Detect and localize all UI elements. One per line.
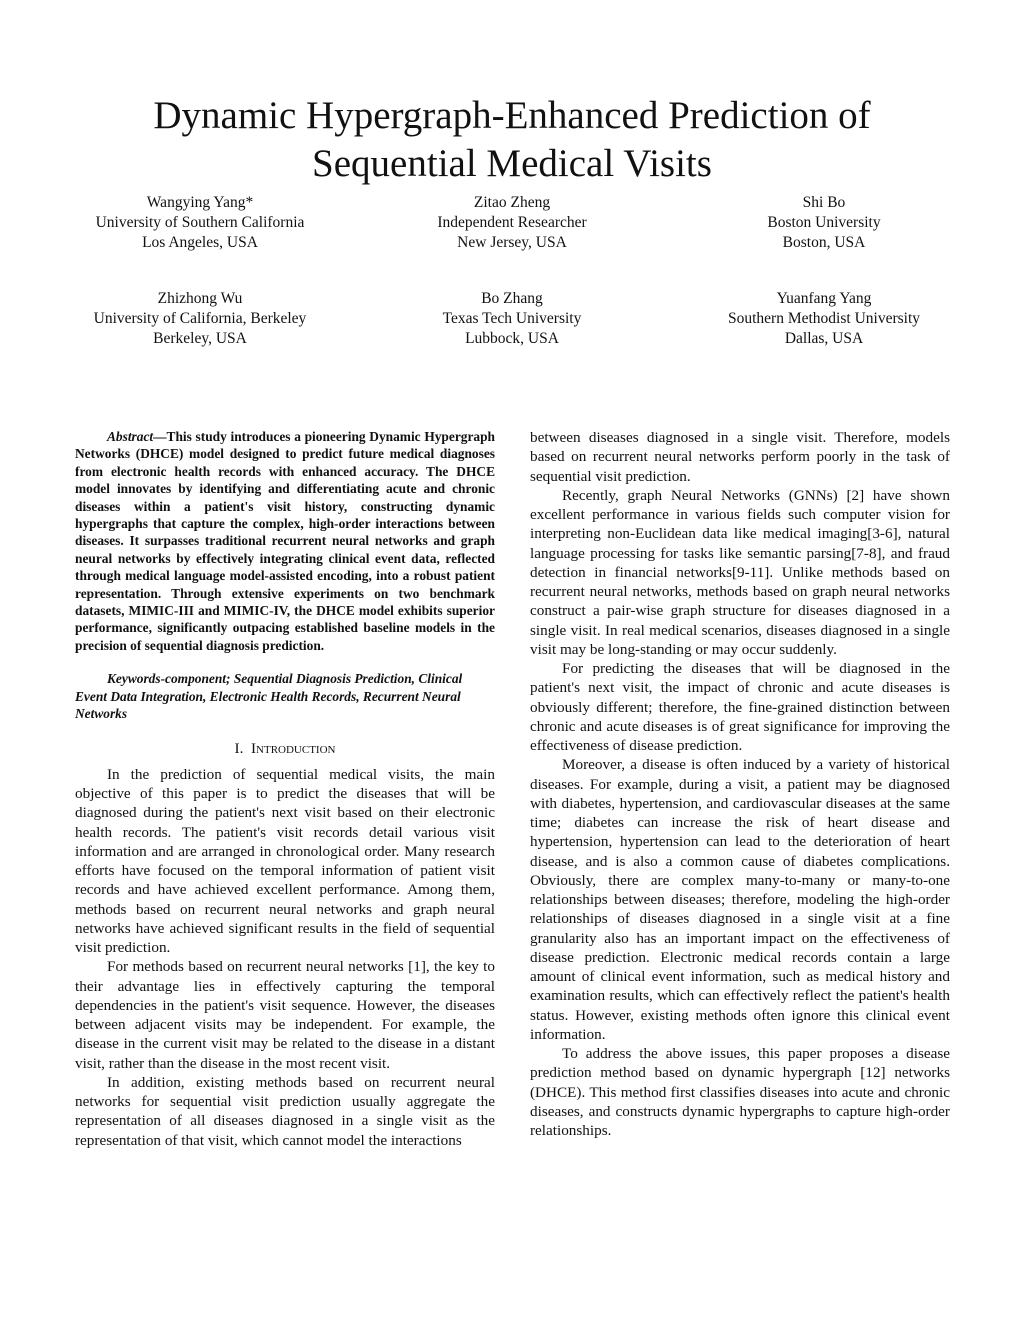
- paragraph: In the prediction of sequential medical visits, the main objective of this paper is to predict the diseases that will be diagnosed during the patient's next visit based on their electronic health records. The patient's visit records detail various visit information and are arranged in chronological order. Many research efforts have focused on the temporal information of patient visit records and have achieved excellent performance. Among them, methods based on recurrent neural networks and graph neural networks have achieved significant results in the field of sequential visit prediction.: [75, 765, 495, 956]
- abstract: [75, 428, 495, 654]
- author-name: Shi Bo: [802, 194, 846, 211]
- author-location: Lubbock, USA: [465, 330, 559, 347]
- author-affiliation: University of California, Berkeley: [93, 310, 307, 327]
- author-block: [674, 193, 974, 253]
- paragraph: Moreover, a disease is often induced by a variety of historical diseases. For example, during a visit, a patient may be diagnosed with diabetes, hypertension, and cardiovascular diseases at the same time; diabetes can increase the risk of heart disease and hypertension, hypertension can lead to the deterioration of heart disease, and is also a common cause of diabetes complications. Obviously, there are complex many-to-many or many-to-one relationships between diseases; therefore, modeling the high-order relationships of diseases diagnosed in a single visit at a fine granularity also has an important impact on the effectiveness of disease prediction. Electronic medical records contain a large amount of clinical event information, such as medical history and examination results, which can effectively reflect the patient's health status. However, existing methods often ignore this clinical event information.: [530, 756, 950, 1043]
- section-heading: [75, 739, 495, 758]
- author-affiliation: Boston University: [767, 214, 881, 231]
- abstract-label: Abstract: [107, 429, 154, 444]
- author-block: [362, 193, 662, 253]
- author-block: [674, 289, 974, 349]
- abstract-text: —This study introduces a pioneering Dynamic Hypergraph Networks (DHCE) model designed to predict future medical diagnoses from electronic health records with enhanced accuracy. The DHCE model innovates by identifying and differentiating acute and chronic diseases within a patient's visit history, constructing dynamic hypergraphs that capture the complex, high-order interactions between diseases. It surpasses traditional recurrent neural networks and graph neural networks by effectively integrating clinical event data, reflected through medical language model-assisted encoding, into a robust patient representation. Through extensive experiments on two benchmark datasets, MIMIC-III and MIMIC-IV, the DHCE model exhibits superior performance, significantly outpacing established baseline models in the precision of sequential diagnosis prediction.: [75, 429, 495, 653]
- paragraph: For methods based on recurrent neural networks [1], the key to their advantage lies in effectively capturing the temporal dependencies in the patient's visit sequence. However, the diseases between adjacent visits may be independent. For example, the disease in the current visit may be related to the disease in a distant visit, rather than the disease in the most recent visit.: [75, 958, 495, 1072]
- author-location: Boston, USA: [782, 234, 866, 251]
- author-location: New Jersey, USA: [457, 234, 567, 251]
- author-name: Zitao Zheng: [473, 194, 551, 211]
- author-block: [362, 289, 662, 349]
- author-affiliation: Texas Tech University: [442, 310, 582, 327]
- keywords: Keywords-component; Sequential Diagnosis Prediction, Clinical Event Data Integration, Electronic Health Records, Recurrent Neural Networks: [75, 671, 463, 722]
- title-line-1: Dynamic Hypergraph-Enhanced Prediction of: [153, 94, 871, 137]
- section-title: Introduction: [250, 739, 336, 757]
- paragraph: In addition, existing methods based on recurrent neural networks for sequential visit prediction usually aggregate the representation of all diseases diagnosed in a single visit as the representation of that visit, which cannot model the interactions: [75, 1073, 495, 1149]
- author-affiliation: Southern Methodist University: [727, 310, 921, 327]
- author-block: [50, 193, 350, 253]
- left-column: [75, 428, 495, 1150]
- paragraph: To address the above issues, this paper proposes a disease prediction method based on dynamic hypergraph [12] networks (DHCE). This method first classifies diseases into acute and chronic diseases, and constructs dynamic hypergraphs to capture high-order relationships.: [530, 1045, 950, 1139]
- title-line-2: Sequential Medical Visits: [312, 142, 712, 185]
- author-name: Bo Zhang: [481, 290, 543, 307]
- author-name: Yuanfang Yang: [776, 290, 872, 307]
- author-location: Los Angeles, USA: [142, 234, 258, 251]
- author-location: Berkeley, USA: [153, 330, 247, 347]
- author-affiliation: Independent Researcher: [437, 214, 587, 231]
- author-name: Wangying Yang*: [146, 194, 254, 211]
- author-affiliation: University of Southern California: [95, 214, 305, 231]
- paragraph: For predicting the diseases that will be diagnosed in the patient's next visit, the impact of chronic and acute diseases is obviously different; therefore, the fine-grained distinction between chronic and acute diseases is of great significance for improving the effectiveness of disease prediction.: [530, 660, 950, 754]
- author-location: Dallas, USA: [784, 330, 864, 347]
- right-column: [530, 428, 950, 1140]
- paragraph: between diseases diagnosed in a single visit. Therefore, models based on recurrent neural networks perform poorly in the task of sequential visit prediction.: [530, 429, 950, 485]
- section-number: I.: [234, 739, 244, 757]
- paragraph: Recently, graph Neural Networks (GNNs) [2] have shown excellent performance in various fields such computer vision for interpreting non-Euclidean data like medical imaging[3-6], natural language processing for tasks like semantic parsing[7-8], and fraud detection in financial networks[9-11]. Unlike methods based on recurrent neural networks, methods based on graph neural networks construct a pair-wise graph structure for diseases diagnosed in a single visit. In real medical scenarios, diseases diagnosed in a single visit may be long-standing or may occur suddenly.: [530, 486, 950, 658]
- author-name: Zhizhong Wu: [157, 290, 243, 307]
- paper-title: [0, 92, 1024, 188]
- author-block: [50, 289, 350, 349]
